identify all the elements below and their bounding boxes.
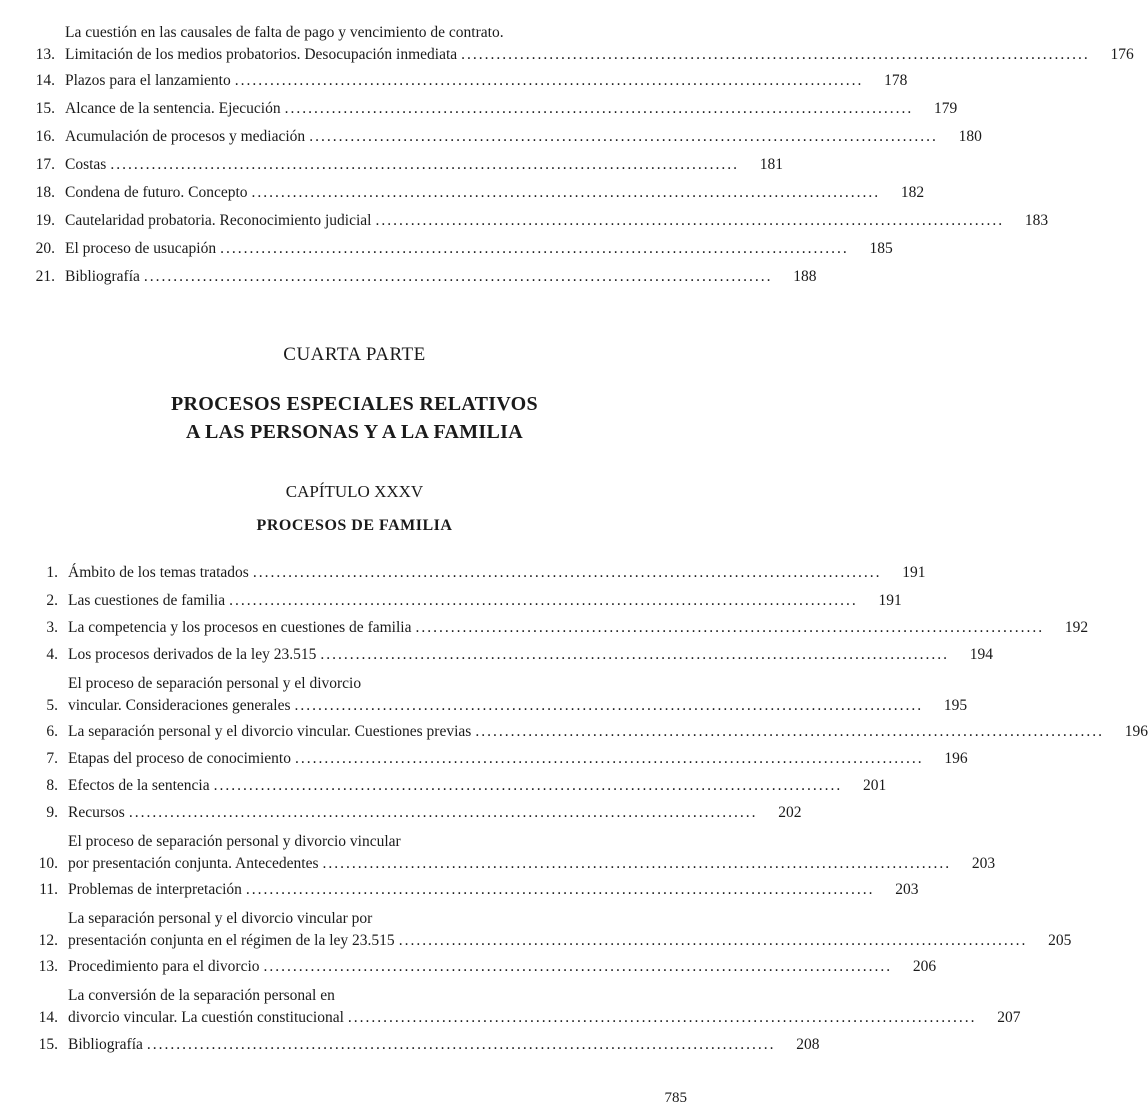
leader-dots: ........................................................................................................... bbox=[234, 72, 864, 89]
entry-title-line1: La separación personal y el divorcio vincular por bbox=[68, 910, 373, 927]
entry-title: Costas bbox=[65, 156, 107, 173]
entry-number: 19. bbox=[35, 212, 55, 229]
entry-number: 4. bbox=[46, 646, 58, 663]
part-label: CUARTA PARTE bbox=[283, 344, 426, 365]
toc-entry bbox=[18, 748, 968, 770]
entry-title: La competencia y los procesos en cuestiones de familia bbox=[68, 619, 412, 636]
entry-title: divorcio vincular. La cuestión constitucional bbox=[68, 1009, 344, 1026]
entry-page: 185 bbox=[869, 240, 893, 257]
leader-dots: ........................................................................................................... bbox=[294, 697, 924, 714]
entry-page: 208 bbox=[796, 1036, 820, 1053]
toc-entry bbox=[18, 775, 887, 797]
entry-page: 192 bbox=[1064, 619, 1089, 636]
entry-number: 18. bbox=[35, 184, 55, 201]
chapter-label: CAPÍTULO XXXV bbox=[285, 482, 424, 501]
entry-page: 178 bbox=[884, 72, 908, 89]
entry-number: 8. bbox=[46, 777, 58, 794]
leader-dots: ........................................................................................................... bbox=[322, 855, 952, 872]
leader-dots: ........................................................................................................... bbox=[220, 240, 849, 257]
toc-entry bbox=[18, 802, 802, 824]
toc-entry bbox=[15, 98, 958, 120]
leader-dots: ........................................................................................................... bbox=[110, 156, 739, 173]
entry-page: 180 bbox=[958, 128, 982, 145]
entry-number: 5. bbox=[46, 697, 58, 714]
entry-title: presentación conjunta en el régimen de la ley 23.515 bbox=[68, 932, 395, 949]
entry-number: 7. bbox=[46, 750, 58, 767]
leader-dots: ........................................................................................................... bbox=[213, 777, 843, 794]
entry-title: Bibliografía bbox=[65, 268, 140, 285]
entry-page: 188 bbox=[793, 268, 817, 285]
leader-dots: ........................................................................................................... bbox=[229, 592, 858, 609]
toc-entry bbox=[18, 673, 968, 717]
leader-dots: ........................................................................................................... bbox=[294, 750, 924, 767]
entry-page: 202 bbox=[778, 804, 802, 821]
entry-title: Etapas del proceso de conocimiento bbox=[68, 750, 291, 767]
entry-title: Plazos para el lanzamiento bbox=[65, 72, 231, 89]
toc-entry bbox=[18, 617, 1089, 639]
entry-number: 2. bbox=[46, 592, 58, 609]
entry-page: 196 bbox=[944, 750, 968, 767]
entry-title: Los procesos derivados de la ley 23.515 bbox=[68, 646, 317, 663]
entry-title: por presentación conjunta. Antecedentes bbox=[68, 855, 319, 872]
entry-number: 6. bbox=[46, 723, 58, 740]
leader-dots: ........................................................................................................... bbox=[128, 804, 758, 821]
entry-title: Efectos de la sentencia bbox=[68, 777, 210, 794]
entry-title: Ámbito de los temas tratados bbox=[68, 564, 249, 581]
entry-title: Problemas de interpretación bbox=[68, 881, 242, 898]
toc-entry bbox=[18, 956, 937, 978]
entry-title-line1: El proceso de separación personal y el divorcio bbox=[68, 675, 362, 692]
entry-number: 13. bbox=[35, 46, 55, 63]
toc-entry bbox=[15, 70, 908, 92]
entry-page: 191 bbox=[902, 564, 926, 581]
entry-page: 195 bbox=[943, 697, 968, 714]
leader-dots: ........................................................................................................... bbox=[252, 564, 882, 581]
toc-entry bbox=[15, 154, 783, 176]
entry-title: Cautelaridad probatoria. Reconocimiento judicial bbox=[65, 212, 372, 229]
toc-entry bbox=[18, 562, 926, 584]
toc-entry bbox=[18, 644, 993, 666]
leader-dots: ........................................................................................................... bbox=[398, 932, 1028, 949]
toc-entry bbox=[18, 908, 1072, 952]
chapter-title: PROCESOS DE FAMILIA bbox=[256, 517, 453, 534]
entry-title: La separación personal y el divorcio vincular. Cuestiones previas bbox=[68, 723, 472, 740]
entry-page: 179 bbox=[933, 100, 958, 117]
toc-entry bbox=[18, 831, 996, 875]
leader-dots: ........................................................................................................... bbox=[375, 212, 1005, 229]
toc-entry bbox=[18, 590, 902, 612]
leader-dots: ........................................................................................................... bbox=[475, 723, 1104, 740]
toc-entry bbox=[15, 182, 925, 204]
entry-number: 9. bbox=[46, 804, 58, 821]
part-title bbox=[0, 390, 709, 446]
entry-number: 13. bbox=[38, 958, 58, 975]
entry-title-line1: El proceso de separación personal y divorcio vincular bbox=[68, 833, 401, 850]
toc-entry bbox=[15, 22, 1134, 66]
entry-number: 20. bbox=[35, 240, 55, 257]
entry-page: 176 bbox=[1110, 46, 1134, 63]
toc-entry bbox=[18, 985, 1021, 1029]
entry-page: 191 bbox=[878, 592, 902, 609]
entry-page: 205 bbox=[1048, 932, 1072, 949]
leader-dots: ........................................................................................................... bbox=[415, 619, 1045, 636]
entry-page: 206 bbox=[912, 958, 937, 975]
entry-title: vincular. Consideraciones generales bbox=[68, 697, 291, 714]
entry-title-line1: La conversión de la separación personal en bbox=[68, 987, 335, 1004]
entry-title: Alcance de la sentencia. Ejecución bbox=[65, 100, 281, 117]
entry-page: 182 bbox=[900, 184, 925, 201]
leader-dots: ........................................................................................................... bbox=[461, 46, 1090, 63]
entry-page: 203 bbox=[895, 881, 919, 898]
leader-dots: ........................................................................................................... bbox=[251, 184, 881, 201]
toc-entry bbox=[15, 266, 817, 288]
entry-number: 1. bbox=[46, 564, 58, 581]
entry-number: 17. bbox=[35, 156, 55, 173]
entry-page: 194 bbox=[969, 646, 993, 663]
toc-entry bbox=[18, 721, 1148, 743]
toc-entry bbox=[18, 879, 919, 901]
entry-number: 11. bbox=[39, 881, 58, 898]
leader-dots: ........................................................................................................... bbox=[347, 1009, 977, 1026]
toc-entry bbox=[15, 238, 893, 260]
entry-page: 196 bbox=[1124, 723, 1148, 740]
entry-title: Recursos bbox=[68, 804, 125, 821]
leader-dots: ........................................................................................................... bbox=[284, 100, 914, 117]
entry-page: 183 bbox=[1024, 212, 1049, 229]
leader-dots: ........................................................................................................... bbox=[245, 881, 875, 898]
entry-number: 21. bbox=[35, 268, 55, 285]
entry-number: 14. bbox=[38, 1009, 58, 1026]
part-title-line2: A LAS PERSONAS Y A LA FAMILIA bbox=[186, 421, 523, 443]
entry-page: 207 bbox=[997, 1009, 1021, 1026]
leader-dots: ........................................................................................................... bbox=[263, 958, 893, 975]
entry-title: Acumulación de procesos y mediación bbox=[65, 128, 306, 145]
toc-entry bbox=[15, 126, 982, 148]
part-title-line1: PROCESOS ESPECIALES RELATIVOS bbox=[171, 393, 538, 415]
entry-title: Procedimiento para el divorcio bbox=[68, 958, 260, 975]
entry-title: El proceso de usucapión bbox=[65, 240, 217, 257]
entry-title: Condena de futuro. Concepto bbox=[65, 184, 248, 201]
entry-number: 16. bbox=[35, 128, 55, 145]
entry-number: 3. bbox=[46, 619, 58, 636]
entry-title: Las cuestiones de familia bbox=[68, 592, 226, 609]
entry-title: Bibliografía bbox=[68, 1036, 143, 1053]
toc-entry bbox=[18, 1034, 820, 1056]
entry-number: 15. bbox=[38, 1036, 58, 1053]
toc-entry bbox=[15, 210, 1049, 232]
entry-number: 10. bbox=[38, 855, 58, 872]
leader-dots: ........................................................................................................... bbox=[320, 646, 949, 663]
leader-dots: ........................................................................................................... bbox=[309, 128, 938, 145]
entry-page: 201 bbox=[862, 777, 887, 794]
entry-number: 14. bbox=[35, 72, 55, 89]
entry-number: 12. bbox=[38, 932, 58, 949]
entry-title: Limitación de los medios probatorios. Desocupación inmediata bbox=[65, 46, 458, 63]
leader-dots: ........................................................................................................... bbox=[146, 1036, 776, 1053]
entry-number: 15. bbox=[35, 100, 55, 117]
entry-page: 203 bbox=[971, 855, 996, 872]
entry-title-line1: La cuestión en las causales de falta de pago y vencimiento de contrato. bbox=[65, 24, 504, 41]
leader-dots: ........................................................................................................... bbox=[143, 268, 773, 285]
entry-page: 181 bbox=[759, 156, 783, 173]
page-number: 785 bbox=[664, 1090, 687, 1106]
